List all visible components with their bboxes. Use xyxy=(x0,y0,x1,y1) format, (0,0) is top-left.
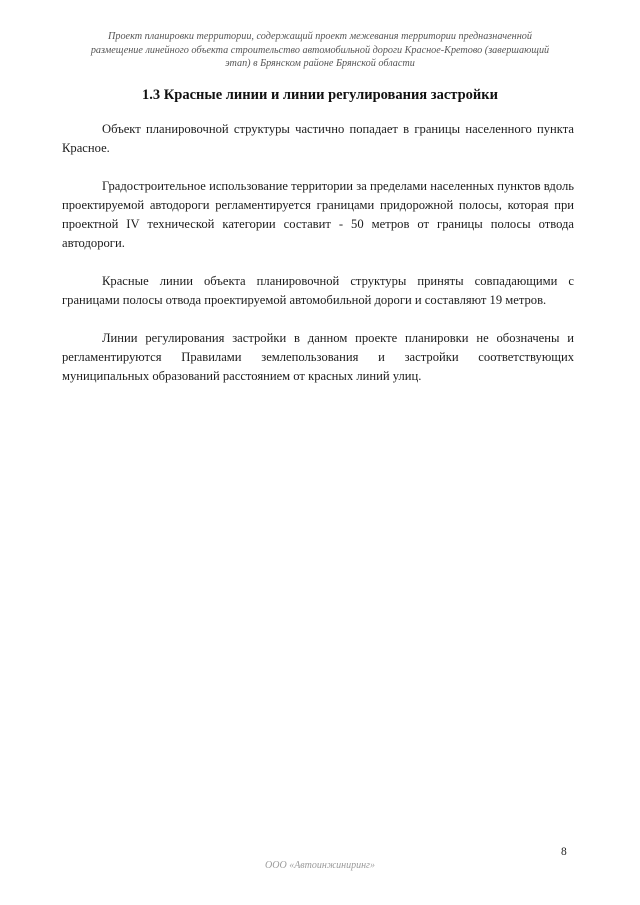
section-title: 1.3 Красные линии и линии регулирования застройки xyxy=(142,87,498,103)
running-header xyxy=(60,30,580,71)
footer-company: ООО «Автоинжиниринг» xyxy=(265,860,375,871)
section-body xyxy=(62,120,574,405)
paragraph-2: Градостроительное использование территории за пределами населенных пунктов вдоль проектируемой автодороги регламентируется границами придорожной полосы, которая при проектной IV технической категории составит - 50 метров от границы полосы отвода автодороги. xyxy=(62,179,574,250)
header-line-2: размещение линейного объекта строительство автомобильной дороги Красное-Кретово (завершающий xyxy=(90,44,550,56)
page-number: 8 xyxy=(561,846,567,858)
header-line-1: Проект планировки территории, содержащий проект межевания территории предназначенной xyxy=(108,31,532,42)
paragraph-1: Объект планировочной структуры частично попадает в границы населенного пункта Красное. xyxy=(62,122,574,155)
header-line-3: этап) в Брянском районе Брянской области xyxy=(225,58,415,69)
paragraph-4: Линии регулирования застройки в данном проекте планировки не обозначены и регламентируются Правилами землепользования и застройки соответствующих муниципальных образований расстоянием от красных линий улиц. xyxy=(62,331,574,383)
paragraph-3: Красные линии объекта планировочной структуры приняты совпадающими с границами полосы отвода проектируемой автомобильной дороги и составляют 19 метров. xyxy=(62,274,574,307)
